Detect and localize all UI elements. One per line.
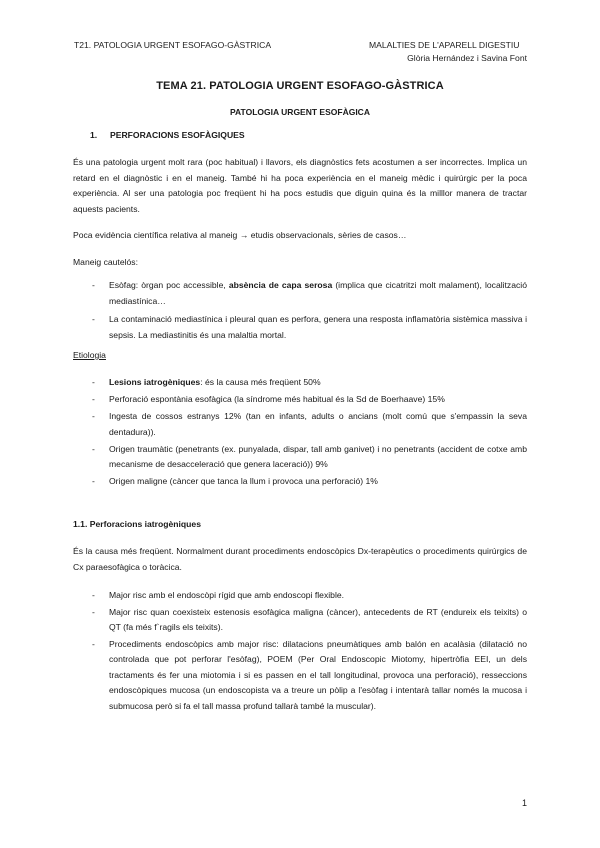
etiology-heading: Etiologia: [73, 350, 106, 360]
list-item: - Lesions iatrogèniques: és la causa més freqüent 50%: [92, 375, 527, 391]
section-title: PERFORACIONS ESOFÀGIQUES: [110, 130, 245, 140]
list-item: - Procediments endoscòpics amb major risc: dilatacions pneumàtiques amb balón en acalàsia (dilatació no controlada que pot perforar l'esòfag), POEM (Per Oral Endoscopic Miotomy, hipertròfia EEI, un dels tractaments és fer una miotomia i si es passen en el tall longitudinal, provoca una perforació), resseccions endoscòpiques mucosa (un endoscopista va a treure un pòlip a l'esòfag i intentarà tallar només la mucosa i submucosa però si fa el tall massa profund tallarà també la muscular).: [92, 637, 527, 715]
list-item: - La contaminació mediastínica i pleural quan es perfora, genera una resposta inflamatòria sistèmica massiva i sepsis. La mediastinitis és una malaltia mortal.: [92, 312, 527, 343]
subsection-heading: 1.1. Perforacions iatrogèniques: [73, 519, 201, 529]
page-subtitle: PATOLOGIA URGENT ESOFÀGICA: [230, 107, 370, 117]
intro-paragraph: És una patologia urgent molt rara (poc habitual) i llavors, els diagnòstics fets acostumen a ser incorrectes. Implica un retard en el diagnòstic i en el maneig. També hi ha poca experiència en el maneig mèdic i quirúrgic per la poca experiència. Al ser una patologia poc freqüent hi ha pocs estudis que diguin quina és la milllor manera de tractar aquests pacients.: [73, 157, 527, 214]
list-item: - Origen maligne (càncer que tanca la llum i provoca una perforació) 1%: [92, 474, 527, 490]
header-right-course: MALALTIES DE L'APARELL DIGESTIU: [369, 40, 520, 50]
etiology-list: [92, 375, 527, 491]
subsection-paragraph: És la causa més freqüent. Normalment durant procediments endoscòpics Dx-terapèutics o procediments quirúrgics de Cx paraesofàgica o toràcica.: [73, 546, 527, 572]
list-item: - Origen traumàtic (penetrants (ex. punyalada, dispar, tall amb ganivet) i no penetrants (accident de cotxe amb mecanisme de desacceleració que genera laceració)) 9%: [92, 442, 527, 473]
evidence-paragraph: Poca evidència científica relativa al maneig → etudis observacionals, sèries de casos…: [73, 230, 407, 240]
caution-list: [92, 278, 527, 346]
page-title: TEMA 21. PATOLOGIA URGENT ESOFAGO-GÀSTRICA: [156, 80, 444, 92]
list-item: - Ingesta de cossos estranys 12% (tan en infants, adults o ancians (molt comú que s'empassin la seva dentadura)).: [92, 409, 527, 440]
iatrogenic-list: [92, 588, 527, 715]
list-item: - Major risc quan coexisteix estenosis esofàgica maligna (càncer), antecedents de RT (endureix els teixits) o QT (fa més f`ragils els teixits).: [92, 605, 527, 636]
list-item: - Perforació espontània esofàgica (la síndrome més habitual és la Sd de Boerhaave) 15%: [92, 392, 527, 408]
section-number: 1.: [90, 130, 98, 140]
list-item: - Esòfag: òrgan poc accessible, absència de capa serosa (implica que cicatritzi molt malament), localització mediastínica…: [92, 278, 527, 309]
page-number: 1: [521, 798, 527, 808]
header-right-authors: Glòria Hernández i Savina Font: [407, 53, 527, 63]
list-item: - Major risc amb el endoscòpi rígid que amb endoscopi flexible.: [92, 588, 527, 604]
management-label: Maneig cautelós:: [73, 257, 138, 267]
header-left: T21. PATOLOGIA URGENT ESOFAGO-GÀSTRICA: [74, 40, 272, 50]
